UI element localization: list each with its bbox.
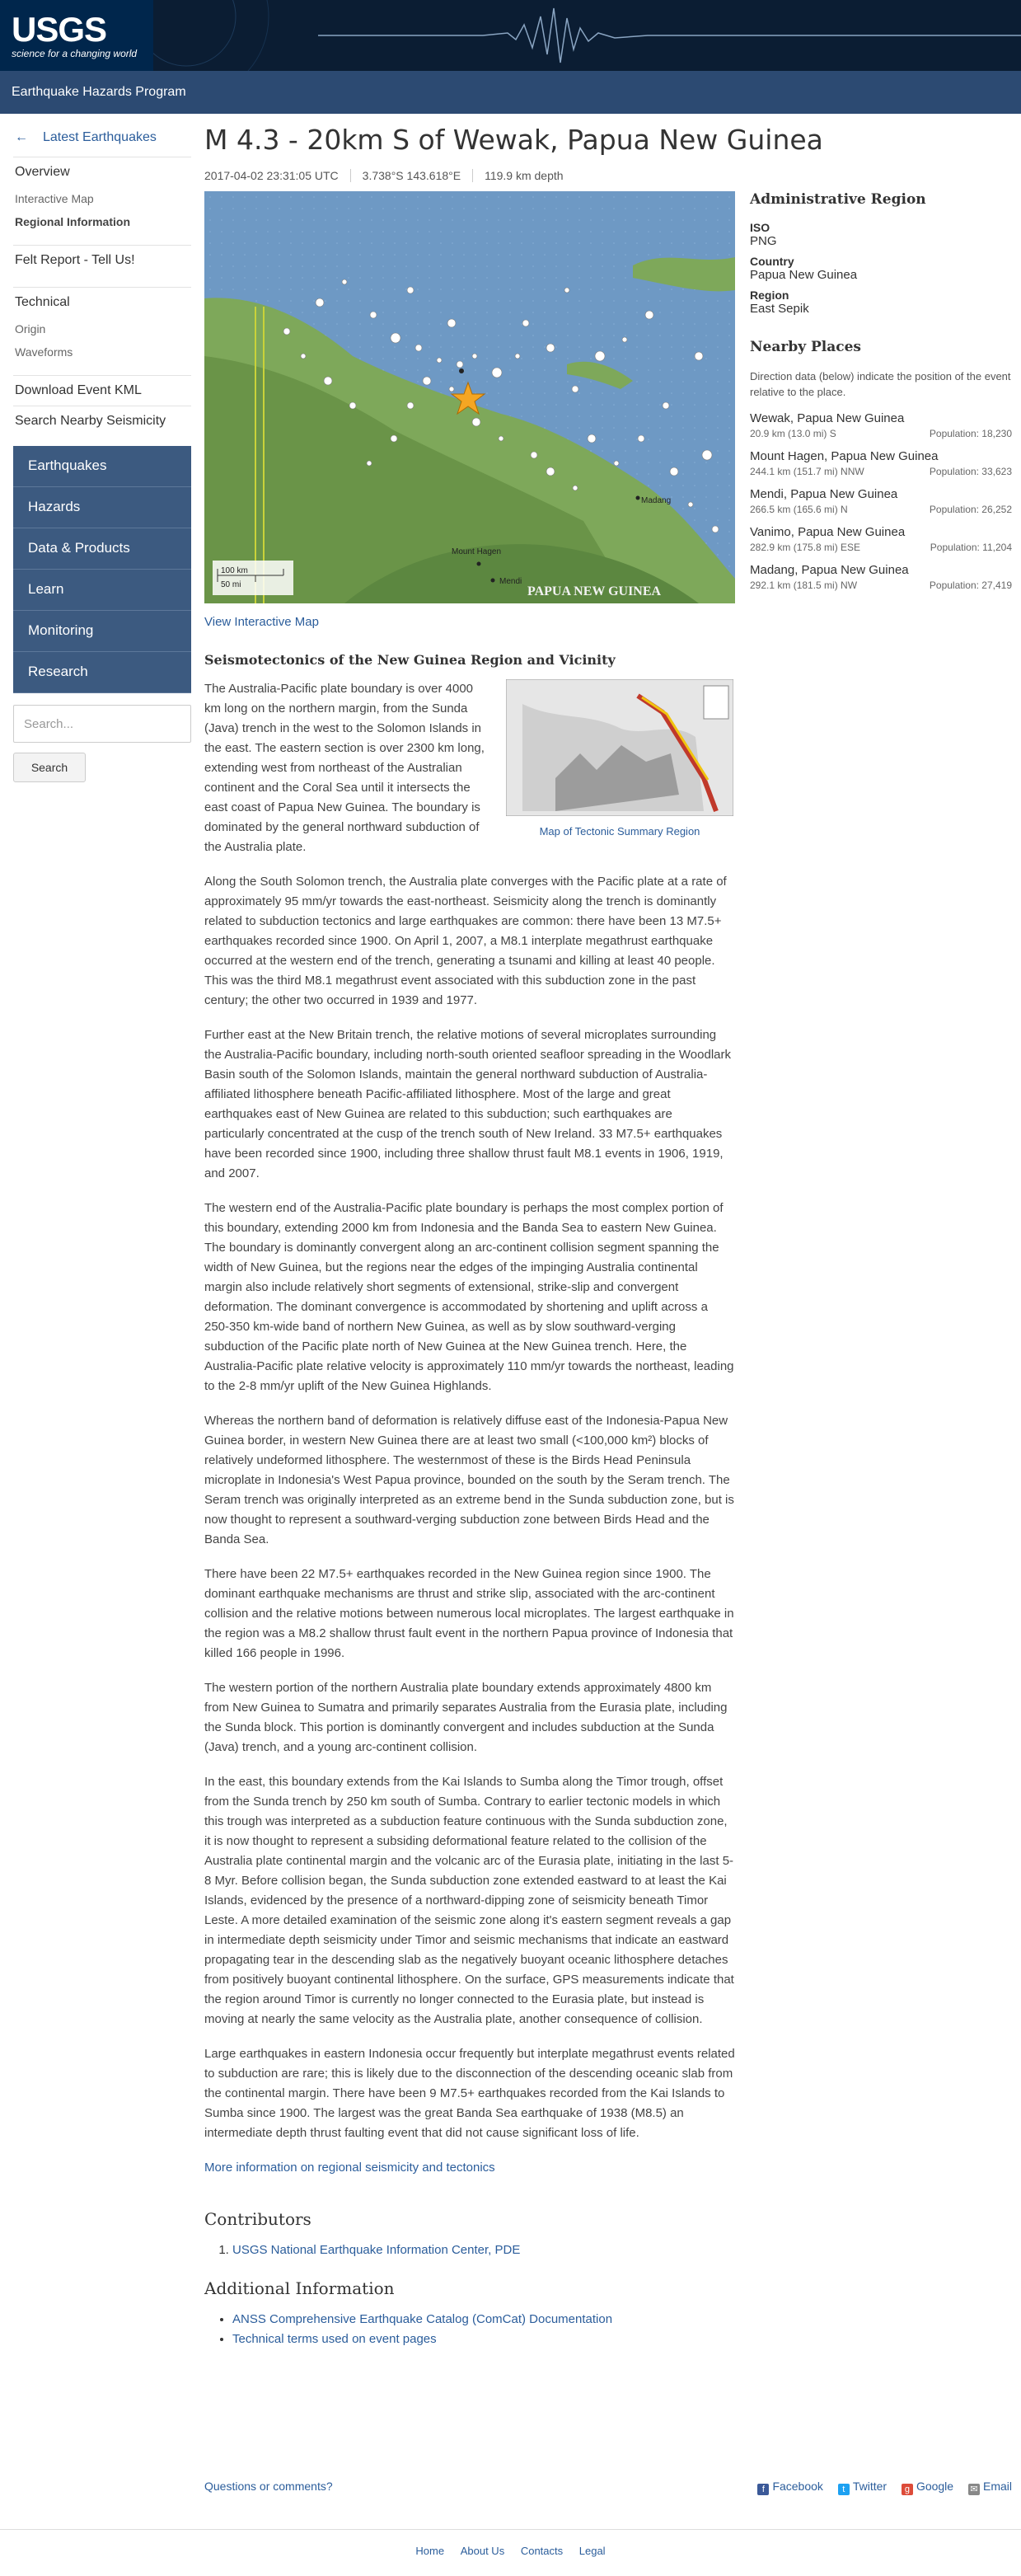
share-twitter[interactable]: t Twitter (838, 2480, 887, 2493)
nearby-place (750, 449, 1012, 477)
nav-regional-information[interactable]: Regional Information (15, 215, 130, 228)
tectonics-heading: Seismotectonics of the New Guinea Region and Vicinity (204, 652, 616, 668)
paragraph: In the east, this boundary extends from the Kai Islands to Sumba along the Timor trough, offset from the Sunda trench by 250 km south of Sumba. Contrary to earlier tectonic models in which this trough was interpreted as a subduction feature continuous with the Sunda subduction zone, it is now thought to represent a subsiding deformational feature related to the collision of the Australia plate continental margin and the volcanic arc of the Eurasia plate, initiating in the last 5-8 Myr. Before collision began, the Sunda subduction zone extended eastward to at least the Kai Islands, evidenced by the presence of a northward-dipping zone of seismicity beneath Timor Leste. A more detailed examination of the seismic zone along it's eastern segment reveals a gap in intermediate depth seismicity under Timor and seismic mechanisms that indicate an eastward propagating tear in the descending slab as the negatively buoyant oceanic lithosphere detaches from positively buoyant continental lithosphere. On the surface, GPS measurements indicate that the region around Timor is currently no longer connected to the Eurasia plate, but instead is moving at nearly the same velocity as the Australia plate, another consequence of collision. (204, 1775, 734, 2026)
map-city-mendi: Mendi (499, 577, 522, 586)
event-sidebar (750, 191, 1012, 601)
questions-link[interactable]: Questions or comments? (204, 2480, 333, 2493)
place-name: Mendi, Papua New Guinea (750, 487, 898, 501)
technical-terms-link[interactable]: Technical terms used on event pages (232, 2332, 437, 2346)
place-population: Population: 33,623 (929, 466, 1012, 477)
place-name: Madang, Papua New Guinea (750, 563, 909, 577)
nav-origin[interactable]: Origin (15, 322, 46, 335)
map-graphic (204, 191, 735, 603)
footer-home-link[interactable]: Home (415, 2545, 445, 2557)
contributors-heading: Contributors (204, 2209, 311, 2229)
region-label: Region (750, 289, 789, 302)
contributors-list (204, 2241, 735, 2260)
paragraph: The western portion of the northern Australia plate boundary extends approximately 4800 km from New Guinea to Sumatra and primarily separates Australia from the Eurasia plate, including the Sunda block. This portion is dominantly convergent and includes subduction at the Sunda (Java) trench, and a young arc-continent collision. (204, 1681, 728, 1754)
footer-legal-link[interactable]: Legal (578, 2545, 606, 2557)
twitter-icon: t (838, 2484, 850, 2495)
country-label: Country (750, 255, 794, 268)
list-item (232, 2330, 735, 2349)
map-scale-km: 100 km (221, 566, 248, 575)
google-icon: g (902, 2484, 913, 2495)
place-distance: 282.9 km (175.8 mi) ESE (750, 542, 861, 553)
place-distance: 20.9 km (13.0 mi) S (750, 428, 836, 439)
region-value: East Sepik (750, 302, 809, 316)
nav-earthquakes[interactable]: Earthquakes (13, 446, 191, 487)
facebook-icon: f (757, 2484, 769, 2495)
nav-waveforms[interactable]: Waveforms (15, 345, 73, 359)
place-name: Vanimo, Papua New Guinea (750, 525, 906, 539)
tectonic-summary-map[interactable] (504, 679, 735, 838)
tectonic-summary-map-image (506, 679, 733, 816)
main-content (204, 124, 1012, 2346)
place-population: Population: 18,230 (929, 428, 1012, 439)
place-population: Population: 26,252 (929, 504, 1012, 515)
latest-earthquakes-link[interactable]: ← Latest Earthquakes (15, 130, 157, 144)
nearby-place (750, 411, 1012, 439)
footer-about-link[interactable]: About Us (460, 2545, 505, 2557)
site-footer-links (0, 2529, 1021, 2557)
list-item (232, 2241, 735, 2260)
place-name: Mount Hagen, Papua New Guinea (750, 449, 939, 463)
paragraph: Along the South Solomon trench, the Australia plate converges with the Pacific plate at a rate of approximately 95 mm/yr towards the east-northeast. Seismicity along the trench is dominantly related to subduction tectonics and large earthquakes are common: there have been 13 M7.5+ earthquakes recorded since 1900. On April 1, 2007, a M8.1 interplate megathrust earthquake occurred at the western end of the trench, generating a tsunami and killing at least 40 people. This was the third M8.1 megathrust event associated with this subduction zone in the past century; the other two occurred in 1939 and 1977. (204, 875, 727, 1007)
share-links (746, 2480, 1012, 2495)
paragraph: Further east at the New Britain trench, the relative motions of several microplates surrounding the Australia-Pacific boundary, including north-south oriented seafloor spreading in the Woodlark Basin south of the Solomon Islands, maintain the general northward subduction of Australia-affiliated lithosphere beneath Pacific-affiliated lithosphere. Most of the large and great earthquakes east of New Guinea are related to this subduction; such earthquakes are particularly concentrated at the cusp of the trench south of New Ireland. 33 M7.5+ earthquakes have been recorded since 1900, including three shallow thrust fault M8.1 events in 1906, 1919, and 2007. (204, 1028, 731, 1180)
nav-overview[interactable]: Overview (13, 157, 191, 187)
nav-monitoring[interactable]: Monitoring (13, 611, 191, 652)
country-value: Papua New Guinea (750, 268, 858, 282)
site-navigation (13, 446, 191, 693)
arrow-left-icon: ← (15, 130, 28, 144)
email-icon: ✉ (968, 2484, 980, 2495)
regional-map[interactable] (204, 191, 735, 603)
view-interactive-map-link[interactable]: View Interactive Map (204, 615, 319, 629)
nearby-place (750, 487, 1012, 515)
nearby-place (750, 525, 1012, 553)
paragraph: The Australia-Pacific plate boundary is over 4000 km long on the northern margin, from the Sunda (Java) trench in the west to the Solomon Islands in the east. The eastern section is over 2300 km long, extending west from northeast of the Australian continent and the Coral Sea until it intersects the east coast of Papua New Guinea. The boundary is dominated by the general northward subduction of the Australia plate. (204, 682, 485, 854)
admin-region-heading: Administrative Region (750, 191, 926, 208)
page-title: M 4.3 - 20km S of Wewak, Papua New Guinea (204, 124, 823, 156)
comcat-documentation-link[interactable]: ANSS Comprehensive Earthquake Catalog (ComCat) Documentation (232, 2312, 613, 2326)
place-distance: 292.1 km (181.5 mi) NW (750, 579, 858, 591)
event-depth: 119.9 km depth (472, 169, 574, 182)
nearby-note: Direction data (below) indicate the position of the event relative to the place. (750, 370, 1011, 398)
iso-label: ISO (750, 221, 770, 234)
paragraph: There have been 22 M7.5+ earthquakes recorded in the New Guinea region since 1900. The dominant earthquake mechanisms are thrust and strike slip, associated with the arc-continent collision and the relative motions between numerous local microplates. The largest earthquake in the region was a M8.2 shallow thrust fault event in the northern Papua province of Indonesia that killed 166 people in 1996. (204, 1567, 734, 1660)
sidebar (13, 124, 191, 782)
iso-value: PNG (750, 234, 777, 248)
event-time: 2017-04-02 23:31:05 UTC (204, 169, 339, 182)
share-google[interactable]: g Google (902, 2480, 953, 2493)
share-email[interactable]: ✉ Email (968, 2480, 1012, 2493)
nav-search-nearby[interactable]: Search Nearby Seismicity (13, 406, 191, 436)
paragraph: Large earthquakes in eastern Indonesia occur frequently but interplate megathrust events related to subduction are rare; this is likely due to the disconnection of the descending oceanic slab from the continental margin. There have been 9 M7.5+ earthquakes recorded from the Kai Islands to Sumba since 1900. The largest was the great Banda Sea earthquake of 1938 (M8.5) an intermediate depth thrust faulting event that did not cause significant loss of life. (204, 2047, 735, 2140)
more-tectonics-link[interactable]: More information on regional seismicity and tectonics (204, 2161, 495, 2175)
search-button[interactable]: Search (13, 753, 86, 782)
nav-data-products[interactable]: Data & Products (13, 528, 191, 570)
search-input[interactable]: Search... (13, 705, 191, 743)
site-header (0, 0, 1021, 71)
nav-interactive-map[interactable]: Interactive Map (15, 192, 94, 205)
place-population: Population: 11,204 (930, 542, 1012, 553)
map-country-label: PAPUA NEW GUINEA (527, 584, 662, 598)
place-distance: 244.1 km (151.7 mi) NNW (750, 466, 864, 477)
share-facebook[interactable]: f Facebook (757, 2480, 822, 2493)
nav-learn[interactable]: Learn (13, 570, 191, 611)
nearby-places-heading: Nearby Places (750, 339, 862, 355)
contributor-link[interactable]: USGS National Earthquake Information Center, PDE (232, 2243, 521, 2257)
event-coordinates: 3.738°S 143.618°E (350, 169, 472, 182)
nav-felt-report[interactable]: Felt Report - Tell Us! (13, 245, 191, 275)
nav-technical[interactable]: Technical (13, 287, 191, 317)
program-title[interactable]: Earthquake Hazards Program (0, 71, 1021, 114)
page-footer-row (204, 2480, 1012, 2495)
usgs-logo[interactable]: USGS science for a changing world (0, 0, 153, 71)
seismogram-graphic (153, 0, 1021, 71)
nav-hazards[interactable]: Hazards (13, 487, 191, 528)
tectonic-map-caption[interactable]: Map of Tectonic Summary Region (539, 825, 700, 838)
place-population: Population: 27,419 (929, 579, 1012, 591)
additional-info-heading: Additional Information (204, 2278, 395, 2298)
list-item (232, 2310, 735, 2330)
regional-information (204, 191, 735, 2349)
nav-download-kml[interactable]: Download Event KML (13, 375, 191, 406)
additional-info-list (204, 2310, 735, 2349)
nearby-place (750, 563, 1012, 591)
nav-research[interactable]: Research (13, 652, 191, 693)
map-city-mount-hagen: Mount Hagen (452, 547, 502, 556)
place-distance: 266.5 km (165.6 mi) N (750, 504, 848, 515)
paragraph: The western end of the Australia-Pacific plate boundary is perhaps the most complex portion of this boundary, extending 2000 km from Indonesia and the Banda Sea to eastern New Guinea. The boundary is dominantly convergent along an arc-continent collision segment spanning the width of New Guinea, but the regions near the edges of the impinging Australia continental margin also include relatively short segments of extensional, strike-slip and convergent deformation. The dominant convergence is accommodated by shortening and uplift across a 250-350 km-wide band of northern New Guinea, as well as by slow southward-verging subduction of the Pacific plate north of New Guinea at the New Guinea trench. Here, the Australia-Pacific plate relative velocity is approximately 110 mm/yr towards the northeast, leading to the 2-8 mm/yr uplift of the New Guinea Highlands. (204, 1201, 734, 1393)
footer-contacts-link[interactable]: Contacts (520, 2545, 564, 2557)
place-name: Wewak, Papua New Guinea (750, 411, 905, 425)
paragraph: Whereas the northern band of deformation is relatively diffuse east of the Indonesia-Papua New Guinea border, in western New Guinea there are at least two small (<100,000 km²) blocks of relatively undeformed lithosphere. The westernmost of these is the Birds Head Peninsula microplate in Indonesia's West Papua province, bounded on the south by the Seram trench. The Seram trench was originally interpreted as an extreme bend in the Sunda subduction zone, but is now thought to represent a southward-verging subduction zone between Birds Head and the Banda Sea. (204, 1414, 734, 1546)
event-summary (204, 169, 1012, 182)
map-scale-mi: 50 mi (221, 580, 241, 589)
map-city-madang: Madang (641, 496, 672, 505)
